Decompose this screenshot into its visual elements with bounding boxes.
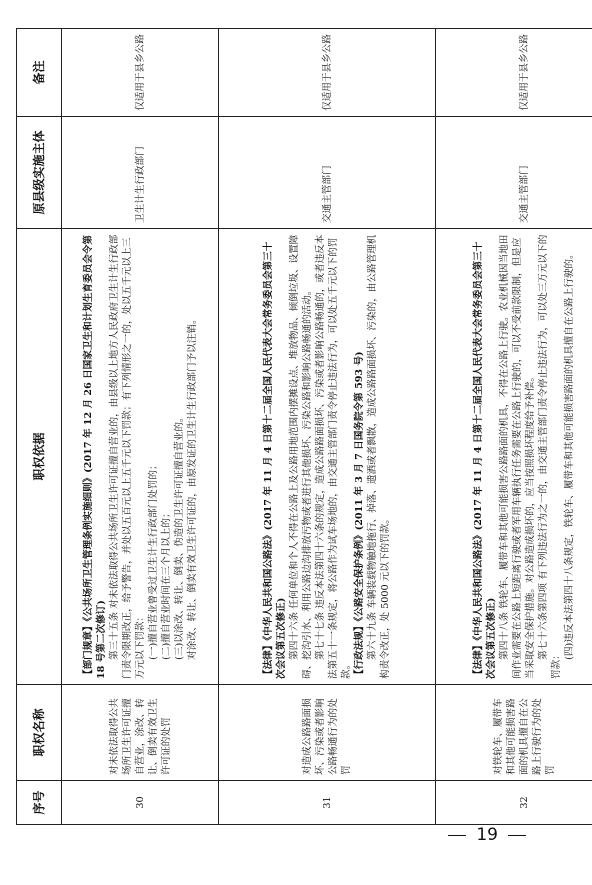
row-power-name: 对未依法取得公共场所卫生许可证擅自营业，涂改、转让、倒卖有效卫生许可证的处罚 [62,685,219,781]
basis-paragraph: (二)擅自营业时间在三个月以上的； [160,508,172,660]
basis-paragraph: 【部门规章】《公共场所卫生管理条例实施细则》(2017 年 12 月 26 日国家卫生和计划生育委员会令第 18 号第二次修订) [82,235,107,679]
row-basis [436,229,592,685]
row-note: 仅适用于县乡公路 [62,29,219,117]
page-number-dash [508,835,526,836]
basis-paragraph: 第三十五条 对未依法取得公共场所卫生许可证擅自营业的，由县级以上地方人民政府卫生计生行政部门责令限期改正，给予警告，并处以五百元以上五千元以下罚款；有下列情形之一的，处以五千元以上三万元以下罚款： [108,234,146,679]
row-basis [219,229,436,685]
basis-paragraph: (一)擅自营业曾受过卫生计生行政部门处罚的； [147,460,159,660]
header-note: 备注 [17,29,62,117]
row-seq: 30 [62,781,219,825]
row-department: 交通主管部门 [219,117,436,229]
page-number [438,825,536,845]
basis-paragraph: 对涂改、转让、倒卖有效卫生许可证的，由原发证的卫生计生行政部门予以注销。 [186,314,198,660]
basis-paragraph: (三)以涂改、转让、倒卖、伪造的卫生许可证擅自营业的。 [173,412,185,660]
row-note: 仅适用于县乡公路 [219,29,436,117]
basis-paragraph: 第四十八条 铁轮车、履带车和其他可能损害公路路面的机具，不得在公路上行驶。农业机械因当地田间作业需要在公路上短距离行驶或者军用车辆执行任务需要在公路上行驶的，可以不受前款限制，但是应当采取安全保护措施。对公路造成损坏的，应当按照损坏程度给予补偿。 [499,234,536,679]
row-power-name: 对造成公路路面损坏、污染或者影响公路畅通行为的处罚 [219,685,436,781]
basis-paragraph: 第六十九条 车辆装载物触地拖行、掉落、遗洒或者飘散，造成公路路面损坏、污染的，由公路管理机构责令改正，处 5000 元以下的罚款。 [367,234,391,679]
header-seq: 序号 [17,781,62,825]
row-power-name: 对铁轮车、履带车和其他可能损害路面的机具擅自在公路上行驶行为的处罚 [436,685,592,781]
table-row [219,29,436,825]
basis-paragraph: 第七十六条第四项 有下列违法行为之一的，由交通主管部门责令停止违法行为，可以处三万元以下的罚款： [538,234,562,679]
header-name: 职权名称 [17,685,62,781]
basis-paragraph: 【法律】《中华人民共和国公路法》(2017 年 11 月 4 日第十二届全国人民代表大会常务委员会第三十次会议第五次修正) [473,241,497,679]
row-basis [62,229,219,685]
row-department: 交通主管部门 [436,117,592,229]
basis-paragraph: 【法律】《中华人民共和国公路法》(2017 年 11 月 4 日第十二届全国人民代表大会常务委员会第三十次会议第五次修正) [263,241,287,679]
basis-paragraph: 第四十六条 任何单位和个人不得在公路上及公路用地范围内摆摊设点、堆放物品、倾倒垃圾、设置障碍、挖沟引水、利用公路边沟排放污物或者进行其他损坏、污染公路和影响公路畅通的活动。 [289,234,313,679]
row-seq: 31 [219,781,436,825]
row-seq: 32 [436,781,592,825]
header-dept: 原县级实施主体 [17,117,62,229]
basis-paragraph: 第七十七条 违反本法第四十六条的规定，造成公路路面损坏、污染或者影响公路畅通的，或者违反本法第五十一条规定，将公路作为试车场地的，由交通主管部门责令停止违法行为，可以处五千元以下的罚款。 [315,234,352,679]
row-department: 卫生计生行政部门 [62,117,219,229]
basis-paragraph: (四)违反本法第四十八条规定，铁轮车、履带车和其他可能损害路面的机具擅自在公路上行驶的。 [564,249,575,660]
table-row [62,29,219,825]
table-row [436,29,592,825]
row-note: 仅适用于县乡公路 [436,29,592,117]
powers-table [16,28,592,825]
basis-paragraph: 【行政法规】《公路安全保护条例》(2011 年 3 月 7 日国务院令第 593 号) [354,351,365,679]
page-number-value: 19 [476,825,498,845]
page-number-dash [448,835,466,836]
header-basis: 职权依据 [17,229,62,685]
table-header-row [17,29,62,825]
